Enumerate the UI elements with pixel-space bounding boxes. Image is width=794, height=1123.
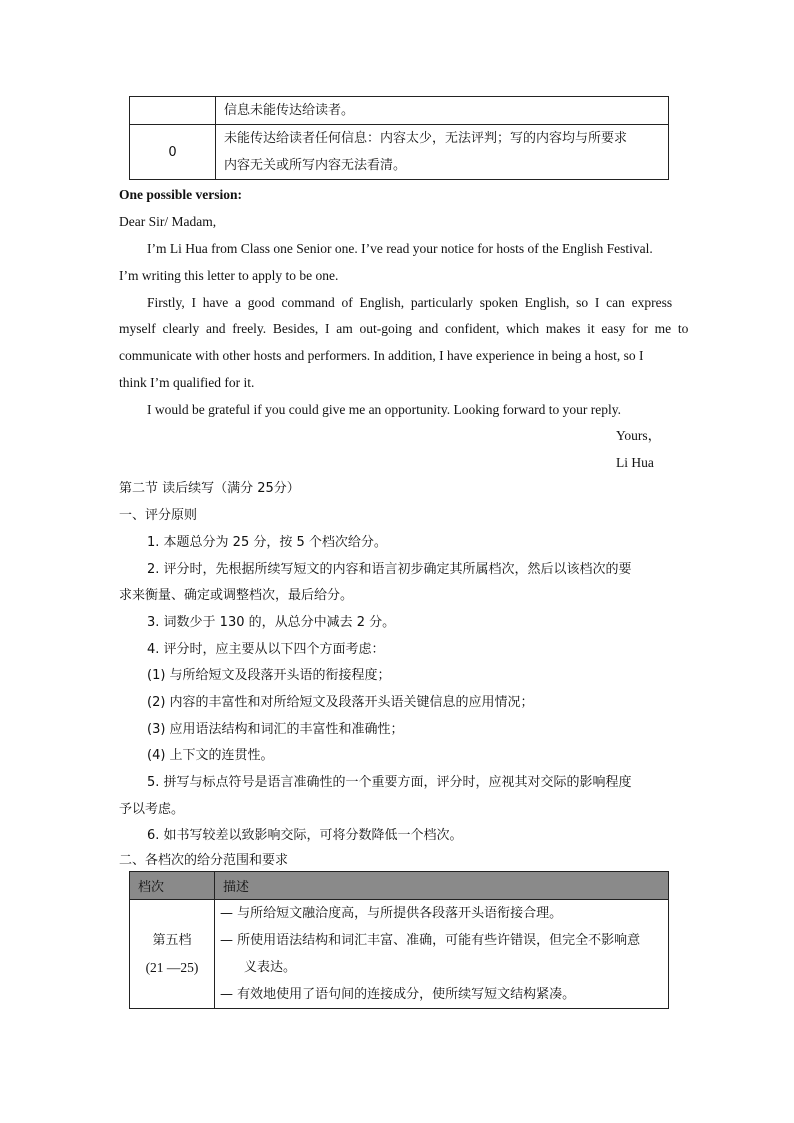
principle-item: 5. 拼写与标点符号是语言准确性的一个重要方面，评分时，应视其对交际的影响程度 xyxy=(147,775,632,790)
header-description: 描述 xyxy=(215,872,669,900)
principle-item: 求来衡量、确定或调整档次，最后给分。 xyxy=(119,588,354,603)
paragraph-line: Firstly, I have a good command of English, particularly spoken English, so I can express xyxy=(147,295,673,310)
description-line: 未能传达给读者任何信息：内容太少，无法评判；写的内容均与所要求 xyxy=(224,131,628,146)
section-title: 第二节 读后续写（满分 25分） xyxy=(119,481,300,496)
essay-heading: One possible version: xyxy=(119,187,243,202)
principle-item: 2. 评分时，先根据所续写短文的内容和语言初步确定其所属档次，然后以该档次的要 xyxy=(147,562,632,577)
scoring-levels-table xyxy=(129,871,669,1009)
paragraph-line: myself clearly and freely. Besides, I am out-going and confident, which makes it easy for me to xyxy=(119,321,689,336)
table-header-row xyxy=(130,872,669,900)
header-level: 档次 xyxy=(130,872,215,900)
table-row xyxy=(130,900,669,1009)
principle-item: (2) 内容的丰富性和对所给短文及段落开头语关键信息的应用情况； xyxy=(147,695,534,710)
salutation: Dear Sir/ Madam, xyxy=(119,214,217,229)
description-line: 内容无关或所写内容无法看清。 xyxy=(224,158,407,173)
principles-heading: 一、评分原则 xyxy=(119,508,198,523)
description-line: — 所使用语法结构和词汇丰富、准确，可能有些许错误，但完全不影响意 xyxy=(220,933,641,948)
principle-item: 3. 词数少于 130 的，从总分中减去 2 分。 xyxy=(147,615,396,630)
scoring-table-top xyxy=(129,96,669,180)
principle-item: 予以考虑。 xyxy=(119,802,185,817)
description-line: 信息未能传达给读者。 xyxy=(224,103,355,118)
paragraph-line: I’m writing this letter to apply to be one. xyxy=(119,268,339,283)
table-row xyxy=(130,125,669,180)
paragraph-line: I’m Li Hua from Class one Senior one. I’ve read your notice for hosts of the English Festival. xyxy=(147,241,653,256)
table-row xyxy=(130,97,669,125)
paragraph-line: I would be grateful if you could give me an opportunity. Looking forward to your reply. xyxy=(147,402,622,417)
principle-item: 1. 本题总分为 25 分，按 5 个档次给分。 xyxy=(147,535,387,550)
description-cell xyxy=(216,97,669,125)
closing: Yours， xyxy=(616,428,662,443)
description-line: 义表达。 xyxy=(244,960,297,975)
principle-item: (3) 应用语法结构和词汇的丰富性和准确性； xyxy=(147,722,404,737)
level-name: 第五档 xyxy=(152,933,192,948)
principle-item: (1) 与所给短文及段落开头语的衔接程度； xyxy=(147,668,391,683)
level-description-cell xyxy=(215,900,669,1009)
signature: Li Hua xyxy=(616,455,654,470)
score-cell: 0 xyxy=(130,125,216,180)
principle-item: 6. 如书写较差以致影响交际，可将分数降低一个档次。 xyxy=(147,828,463,843)
description-line: — 与所给短文融洽度高，与所提供各段落开头语衔接合理。 xyxy=(220,906,563,921)
score-cell xyxy=(130,97,216,125)
principle-item: 4. 评分时，应主要从以下四个方面考虑： xyxy=(147,642,385,657)
paragraph-line: communicate with other hosts and performers. In addition, I have experience in being a host, so I xyxy=(119,348,644,363)
principle-item: (4) 上下文的连贯性。 xyxy=(147,748,274,763)
description-line: — 有效地使用了语句间的连接成分，使所续写短文结构紧凑。 xyxy=(220,987,576,1002)
description-cell xyxy=(216,125,669,180)
level-range: (21 —25) xyxy=(145,960,199,975)
paragraph-line: think I’m qualified for it. xyxy=(119,375,255,390)
level-cell xyxy=(130,900,215,1009)
ranges-heading: 二、各档次的给分范围和要求 xyxy=(119,853,289,868)
